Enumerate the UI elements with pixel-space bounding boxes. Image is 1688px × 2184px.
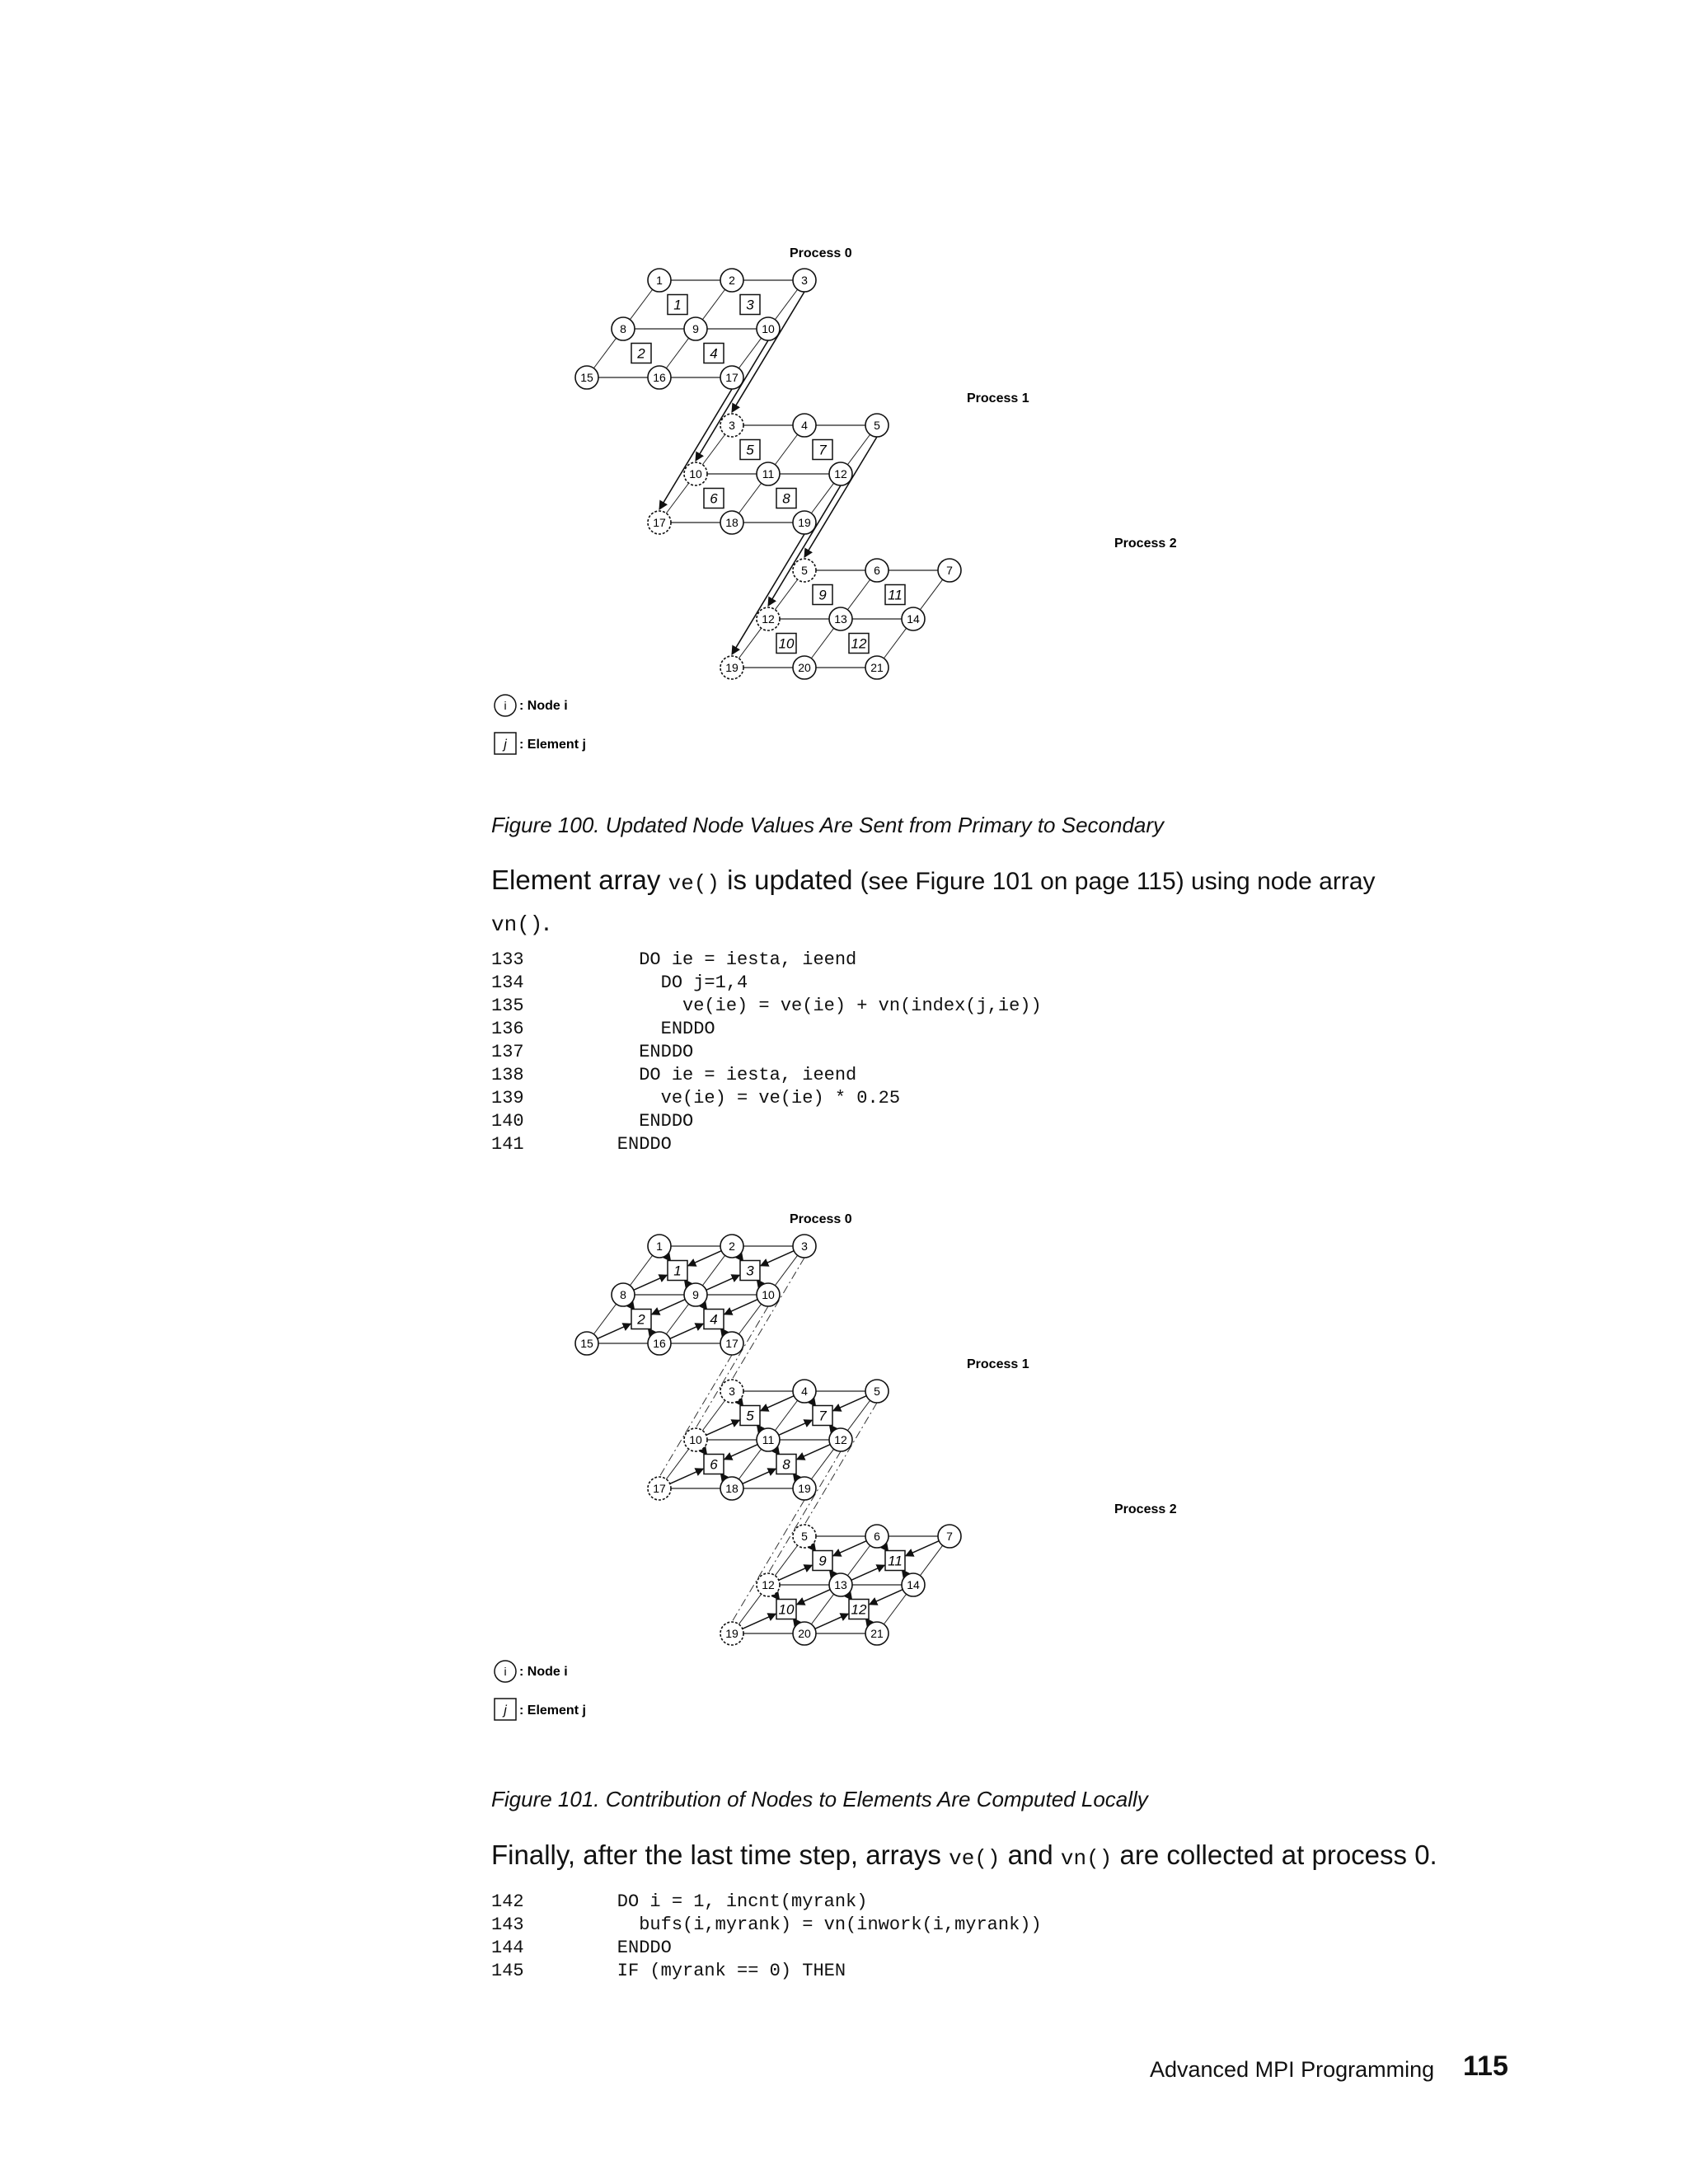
node-label: 6 bbox=[874, 1530, 880, 1543]
element-box bbox=[740, 295, 760, 315]
paragraph-1: Element array ve() is updated (see Figure 101 on page 115) using node array vn(). bbox=[491, 865, 1376, 937]
node-circle bbox=[757, 1573, 780, 1596]
process-label: Process 2 bbox=[1114, 537, 1177, 551]
node-label: 21 bbox=[870, 661, 884, 674]
element-label: 12 bbox=[851, 1601, 867, 1618]
code-line bbox=[491, 1018, 1042, 1041]
code-line bbox=[491, 1133, 1042, 1156]
node-label: 10 bbox=[762, 322, 775, 335]
element-label: 1 bbox=[673, 1263, 682, 1279]
contribution-arrow bbox=[906, 1541, 939, 1556]
node-circle bbox=[865, 1380, 889, 1403]
code-line bbox=[491, 1110, 1042, 1133]
node-label: 20 bbox=[798, 661, 811, 674]
node-label: 21 bbox=[870, 1627, 884, 1640]
node-label: 19 bbox=[798, 1482, 811, 1495]
node-label: 19 bbox=[725, 661, 738, 674]
node-circle bbox=[757, 1283, 780, 1306]
node-label: 13 bbox=[834, 1578, 847, 1591]
contribution-arrow bbox=[670, 1324, 703, 1338]
contribution-arrow bbox=[652, 1300, 685, 1315]
element-box bbox=[704, 489, 724, 509]
element-box bbox=[813, 1406, 832, 1426]
element-box bbox=[704, 1310, 724, 1329]
node-label: 12 bbox=[834, 1433, 847, 1446]
code-block-1 bbox=[491, 949, 1042, 1156]
node-circle bbox=[648, 269, 671, 292]
node-label: 1 bbox=[656, 274, 663, 287]
line-number: 137 bbox=[491, 1042, 524, 1062]
code-line bbox=[491, 1960, 1042, 1983]
node-label: 2 bbox=[729, 274, 735, 287]
node-circle bbox=[720, 656, 743, 679]
line-number: 144 bbox=[491, 1938, 524, 1958]
node-circle bbox=[720, 1622, 743, 1645]
element-label: 11 bbox=[888, 1553, 903, 1569]
contribution-arrow bbox=[743, 1614, 776, 1629]
node-label: 10 bbox=[689, 467, 702, 480]
line-number: 134 bbox=[491, 972, 524, 993]
element-label: 5 bbox=[746, 1408, 754, 1424]
node-circle bbox=[793, 511, 816, 534]
node-label: 1 bbox=[656, 1240, 663, 1253]
contribution-arrow bbox=[743, 1469, 776, 1483]
node-label: 10 bbox=[689, 1433, 702, 1446]
contribution-arrow bbox=[706, 1275, 739, 1290]
node-circle bbox=[612, 317, 635, 340]
node-circle bbox=[902, 1573, 925, 1596]
code-text: bufs(i,myrank) = vn(inwork(i,myrank)) bbox=[574, 1915, 1042, 1935]
node-circle bbox=[720, 1235, 743, 1258]
code-line bbox=[491, 1891, 1042, 1914]
element-box bbox=[668, 1261, 687, 1281]
element-label: 6 bbox=[710, 490, 718, 507]
figure-101-diagram bbox=[462, 1197, 1203, 1774]
legend-node-symbol-label: i bbox=[504, 1665, 507, 1678]
node-circle bbox=[793, 1477, 816, 1500]
process-label: Process 0 bbox=[790, 246, 852, 260]
node-label: 18 bbox=[725, 516, 738, 529]
node-circle bbox=[829, 1573, 852, 1596]
node-label: 11 bbox=[762, 467, 775, 480]
code-text: ve(ie) = ve(ie) * 0.25 bbox=[574, 1088, 901, 1108]
process-label: Process 1 bbox=[967, 1357, 1029, 1371]
node-circle bbox=[865, 1525, 889, 1548]
figure-100-diagram bbox=[462, 231, 1203, 808]
code-text: ENDDO bbox=[574, 1019, 715, 1039]
node-circle bbox=[829, 462, 852, 485]
element-box bbox=[668, 295, 687, 315]
node-circle bbox=[793, 1525, 816, 1548]
node-label: 19 bbox=[725, 1627, 738, 1640]
node-label: 7 bbox=[946, 1530, 953, 1543]
contribution-arrow bbox=[833, 1396, 866, 1411]
contribution-arrow bbox=[688, 1251, 721, 1266]
line-number: 142 bbox=[491, 1891, 524, 1912]
node-circle bbox=[648, 366, 671, 389]
node-circle bbox=[757, 607, 780, 630]
node-label: 3 bbox=[801, 274, 808, 287]
line-number: 140 bbox=[491, 1111, 524, 1132]
contribution-arrow bbox=[833, 1541, 866, 1556]
node-circle bbox=[865, 559, 889, 582]
node-label: 12 bbox=[762, 612, 775, 626]
node-circle bbox=[793, 1380, 816, 1403]
element-box bbox=[740, 440, 760, 460]
node-circle bbox=[575, 366, 598, 389]
node-circle bbox=[865, 414, 889, 437]
code-text: ENDDO bbox=[574, 1111, 694, 1132]
element-box bbox=[776, 489, 796, 509]
line-number: 135 bbox=[491, 996, 524, 1016]
node-circle bbox=[757, 1428, 780, 1451]
node-label: 5 bbox=[874, 419, 880, 432]
element-box bbox=[776, 1600, 796, 1619]
element-label: 3 bbox=[746, 297, 754, 313]
node-label: 2 bbox=[729, 1240, 735, 1253]
node-circle bbox=[865, 656, 889, 679]
code-line bbox=[491, 1041, 1042, 1064]
node-circle bbox=[793, 559, 816, 582]
code-text: ve(ie) = ve(ie) + vn(index(j,ie)) bbox=[574, 996, 1042, 1016]
node-circle bbox=[793, 1235, 816, 1258]
figure-100 bbox=[462, 231, 1203, 808]
code-text: DO ie = iesta, ieend bbox=[574, 949, 857, 970]
element-label: 1 bbox=[673, 297, 682, 313]
node-label: 17 bbox=[653, 1482, 666, 1495]
process-label: Process 2 bbox=[1114, 1502, 1177, 1516]
node-circle bbox=[793, 656, 816, 679]
code-text: ENDDO bbox=[574, 1042, 694, 1062]
node-circle bbox=[720, 511, 743, 534]
line-number: 133 bbox=[491, 949, 524, 970]
node-circle bbox=[938, 1525, 961, 1548]
node-label: 9 bbox=[692, 322, 699, 335]
contribution-arrow bbox=[761, 1251, 794, 1266]
node-circle bbox=[829, 1428, 852, 1451]
line-number: 139 bbox=[491, 1088, 524, 1108]
node-circle bbox=[720, 269, 743, 292]
node-label: 5 bbox=[801, 1530, 808, 1543]
element-label: 5 bbox=[746, 442, 754, 458]
element-box bbox=[740, 1261, 760, 1281]
node-label: 19 bbox=[798, 516, 811, 529]
node-label: 17 bbox=[725, 1337, 738, 1350]
node-circle bbox=[938, 559, 961, 582]
contribution-arrow bbox=[779, 1565, 812, 1580]
element-box bbox=[849, 1600, 869, 1619]
element-box bbox=[849, 634, 869, 654]
contribution-arrow bbox=[724, 1445, 757, 1460]
node-label: 6 bbox=[874, 564, 880, 577]
node-circle bbox=[684, 462, 707, 485]
element-label: 7 bbox=[818, 442, 827, 458]
element-label: 3 bbox=[746, 1263, 754, 1279]
code-text: DO i = 1, incnt(myrank) bbox=[574, 1891, 868, 1912]
code-line bbox=[491, 1914, 1042, 1937]
node-circle bbox=[793, 414, 816, 437]
code-text: DO ie = iesta, ieend bbox=[574, 1065, 857, 1085]
code-line bbox=[491, 972, 1042, 995]
page-footer bbox=[1150, 2050, 1521, 2083]
contribution-arrow bbox=[779, 1420, 812, 1435]
legend bbox=[495, 1661, 586, 1720]
node-label: 4 bbox=[801, 1385, 808, 1398]
element-label: 9 bbox=[818, 587, 827, 603]
node-label: 13 bbox=[834, 612, 847, 626]
node-circle bbox=[793, 269, 816, 292]
line-number: 141 bbox=[491, 1134, 524, 1155]
contribution-arrow bbox=[634, 1275, 667, 1290]
node-label: 15 bbox=[580, 371, 593, 384]
legend bbox=[495, 695, 586, 754]
node-label: 3 bbox=[729, 419, 735, 432]
node-circle bbox=[648, 1477, 671, 1500]
node-label: 3 bbox=[729, 1385, 735, 1398]
node-circle bbox=[720, 1380, 743, 1403]
element-box bbox=[704, 344, 724, 363]
node-label: 8 bbox=[620, 322, 626, 335]
node-label: 5 bbox=[874, 1385, 880, 1398]
node-label: 9 bbox=[692, 1288, 699, 1301]
node-circle bbox=[720, 414, 743, 437]
node-label: 10 bbox=[762, 1288, 775, 1301]
node-circle bbox=[648, 1235, 671, 1258]
code-line bbox=[491, 1087, 1042, 1110]
code-line bbox=[491, 949, 1042, 972]
legend-node-symbol-label: i bbox=[504, 699, 507, 712]
line-number: 145 bbox=[491, 1961, 524, 1981]
node-label: 8 bbox=[620, 1288, 626, 1301]
element-box bbox=[776, 634, 796, 654]
node-circle bbox=[684, 1283, 707, 1306]
element-box bbox=[776, 1455, 796, 1474]
contribution-arrow bbox=[598, 1324, 631, 1338]
node-label: 12 bbox=[762, 1578, 775, 1591]
element-label: 9 bbox=[818, 1553, 827, 1569]
element-box bbox=[704, 1455, 724, 1474]
node-circle bbox=[684, 317, 707, 340]
contribution-arrow bbox=[870, 1590, 903, 1605]
element-label: 2 bbox=[637, 1311, 645, 1328]
element-label: 8 bbox=[782, 490, 790, 507]
code-text: ENDDO bbox=[574, 1938, 672, 1958]
node-circle bbox=[829, 607, 852, 630]
contribution-arrow bbox=[670, 1469, 703, 1483]
node-circle bbox=[720, 1477, 743, 1500]
element-box bbox=[885, 585, 905, 605]
node-circle bbox=[902, 607, 925, 630]
page-number: 115 bbox=[1463, 2050, 1508, 2082]
node-circle bbox=[720, 1332, 743, 1355]
legend-element-text: : Element j bbox=[519, 738, 586, 752]
code-line bbox=[491, 1064, 1042, 1087]
node-circle bbox=[648, 1332, 671, 1355]
node-circle bbox=[720, 366, 743, 389]
contribution-arrow bbox=[706, 1420, 739, 1435]
footer-title: Advanced MPI Programming bbox=[1150, 2057, 1435, 2082]
legend-element-symbol-label: j bbox=[504, 738, 507, 752]
node-label: 14 bbox=[907, 1578, 920, 1591]
element-label: 10 bbox=[778, 1601, 795, 1618]
node-label: 3 bbox=[801, 1240, 808, 1253]
paragraph-2: Finally, after the last time step, arrays ve() and vn() are collected at process 0. bbox=[491, 1840, 1437, 1871]
line-number: 136 bbox=[491, 1019, 524, 1039]
element-label: 12 bbox=[851, 635, 867, 652]
node-circle bbox=[684, 1428, 707, 1451]
node-label: 7 bbox=[946, 564, 953, 577]
legend-element-symbol-label: j bbox=[504, 1704, 507, 1718]
code-text: DO j=1,4 bbox=[574, 972, 748, 993]
legend-element-text: : Element j bbox=[519, 1704, 586, 1718]
code-text: IF (myrank == 0) THEN bbox=[574, 1961, 846, 1981]
node-circle bbox=[757, 462, 780, 485]
element-box bbox=[813, 585, 832, 605]
element-label: 8 bbox=[782, 1456, 790, 1473]
node-label: 5 bbox=[801, 564, 808, 577]
node-label: 16 bbox=[653, 1337, 666, 1350]
process-label: Process 1 bbox=[967, 391, 1029, 405]
line-number: 138 bbox=[491, 1065, 524, 1085]
element-box bbox=[885, 1551, 905, 1571]
node-label: 12 bbox=[834, 467, 847, 480]
node-circle bbox=[757, 317, 780, 340]
element-box bbox=[631, 1310, 651, 1329]
contribution-arrow bbox=[797, 1445, 830, 1460]
line-number: 143 bbox=[491, 1915, 524, 1935]
node-label: 15 bbox=[580, 1337, 593, 1350]
element-label: 2 bbox=[637, 345, 645, 362]
code-line bbox=[491, 1937, 1042, 1960]
node-label: 14 bbox=[907, 612, 920, 626]
code-block-2 bbox=[491, 1891, 1042, 1983]
contribution-arrow bbox=[761, 1396, 794, 1411]
node-label: 17 bbox=[653, 516, 666, 529]
contribution-arrow bbox=[797, 1590, 830, 1605]
process-label: Process 0 bbox=[790, 1212, 852, 1226]
element-label: 11 bbox=[888, 587, 903, 603]
element-box bbox=[813, 440, 832, 460]
contribution-arrow bbox=[851, 1565, 884, 1580]
figure-100-caption: Figure 100. Updated Node Values Are Sent from Primary to Secondary bbox=[491, 813, 1165, 837]
element-box bbox=[740, 1406, 760, 1426]
contribution-arrow bbox=[815, 1614, 848, 1629]
contribution-arrow bbox=[724, 1300, 757, 1315]
node-label: 20 bbox=[798, 1627, 811, 1640]
node-label: 16 bbox=[653, 371, 666, 384]
element-label: 7 bbox=[818, 1408, 827, 1424]
node-circle bbox=[793, 1622, 816, 1645]
element-label: 4 bbox=[710, 345, 718, 362]
node-circle bbox=[865, 1622, 889, 1645]
legend-node-text: : Node i bbox=[519, 699, 568, 713]
element-label: 6 bbox=[710, 1456, 718, 1473]
node-circle bbox=[648, 511, 671, 534]
node-label: 17 bbox=[725, 371, 738, 384]
node-label: 4 bbox=[801, 419, 808, 432]
element-box bbox=[631, 344, 651, 363]
element-label: 10 bbox=[778, 635, 795, 652]
figure-101 bbox=[462, 1197, 1203, 1774]
element-box bbox=[813, 1551, 832, 1571]
node-label: 11 bbox=[762, 1433, 775, 1446]
code-text: ENDDO bbox=[574, 1134, 672, 1155]
node-circle bbox=[575, 1332, 598, 1355]
node-label: 18 bbox=[725, 1482, 738, 1495]
element-label: 4 bbox=[710, 1311, 718, 1328]
legend-node-text: : Node i bbox=[519, 1665, 568, 1679]
node-circle bbox=[612, 1283, 635, 1306]
code-line bbox=[491, 995, 1042, 1018]
figure-101-caption: Figure 101. Contribution of Nodes to Elements Are Computed Locally bbox=[491, 1787, 1148, 1811]
